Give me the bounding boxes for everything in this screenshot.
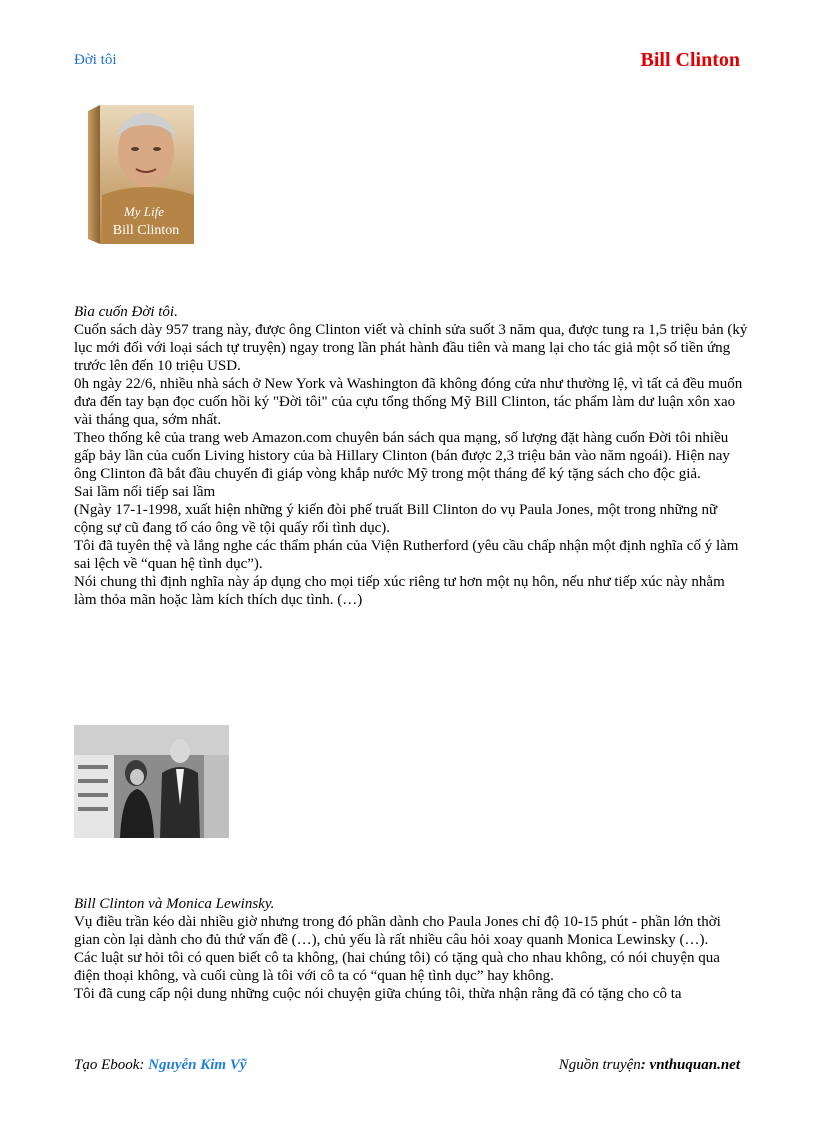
clinton-lewinsky-photo: [74, 725, 229, 838]
book-caption: Bìa cuốn Đời tôi.: [74, 304, 178, 320]
section-lewinsky: [74, 895, 749, 1003]
book-cover-image: [88, 103, 196, 244]
paragraph: Các luật sư hỏi tôi có quen biết cô ta không, (hai chúng tôi) có tặng quà cho nhau không, có nói chuyện qua điện thoại không, và cuối cùng là tôi với cô ta có “quan hệ tình dục” hay không.: [74, 950, 720, 984]
paragraph: 0h ngày 22/6, nhiều nhà sách ở New York và Washington đã không đóng cửa như thường lệ, vì tất cả đều muốn đưa đến tay bạn đọc cuốn hồi ký "Đời tôi" của cựu tổng thống Mỹ Bill Clinton, tác phẩm làm dư luận xôn xao vài tháng qua, sớm nhất.: [74, 376, 743, 428]
footer-source-label: Nguồn truyện: [558, 1057, 641, 1073]
book-cover-title: My Life: [123, 204, 165, 219]
footer-source-credit: [559, 1057, 740, 1074]
paragraph: Nói chung thì định nghĩa này áp dụng cho mọi tiếp xúc riêng tư hơn một nụ hôn, nếu như tiếp xúc này nhằm làm thỏa mãn hoặc làm kích thích dục tình. (…): [74, 574, 725, 608]
paragraph: Theo thống kê của trang web Amazon.com chuyên bán sách qua mạng, số lượng đặt hàng cuốn Đời tôi nhiều gấp bảy lần của cuốn Living history của bà Hillary Clinton (bán được 2,3 triệu bản vào năm ngoái). Hiện nay ông Clinton đã bắt đầu chuyến đi giáp vòng khắp nước Mỹ trong một tháng để ký tặng sách cho độc giả.: [74, 430, 730, 482]
paragraph: Tôi đã cung cấp nội dung những cuộc nói chuyện giữa chúng tôi, thừa nhận rằng đã có tặng cho cô ta: [74, 986, 682, 1002]
footer-source-site: vnthuquan.net: [649, 1057, 740, 1073]
section-book: [74, 303, 749, 609]
footer-ebook-credit: [74, 1057, 247, 1074]
paragraph: Tôi đã tuyên thệ và lắng nghe các thẩm phán của Viện Rutherford (yêu cầu chấp nhận một định nghĩa cố ý làm sai lệch về “quan hệ tình dục”).: [74, 538, 739, 572]
footer-ebook-name: Nguyễn Kim Vỹ: [148, 1057, 247, 1073]
footer-separator: :: [139, 1057, 149, 1073]
header-author: Bill Clinton: [640, 49, 740, 71]
photo-caption: Bill Clinton và Monica Lewinsky.: [74, 896, 275, 912]
paragraph: Vụ điều trần kéo dài nhiều giờ nhưng trong đó phần dành cho Paula Jones chỉ độ 10-15 phút - phần lớn thời gian còn lại dành cho đủ thứ vấn đề (…), chủ yếu là rất nhiều câu hỏi xoay quanh Monica Lewinsky (…).: [74, 914, 721, 948]
paragraph: (Ngày 17-1-1998, xuất hiện những ý kiến đòi phế truất Bill Clinton do vụ Paula Jones, một trong những nữ cộng sự cũ đang tố cáo ông về tội quấy rối tình dục).: [74, 502, 718, 536]
book-cover-author: Bill Clinton: [112, 223, 180, 238]
footer-ebook-label: Tạo Ebook: [74, 1057, 140, 1073]
paragraph: Cuốn sách dày 957 trang này, được ông Clinton viết và chỉnh sửa suốt 3 năm qua, được tung ra 1,5 triệu bản (kỷ lục mới đối với loại sách tự truyện) ngay trong lần phát hành đầu tiên và mang lại cho tác giả một số tiền ứng trước lên đến 10 triệu USD.: [74, 322, 748, 374]
header-title: Đời tôi: [74, 52, 117, 68]
subheading: Sai lầm nối tiếp sai lầm: [74, 484, 216, 500]
footer-separator: :: [640, 1057, 650, 1073]
